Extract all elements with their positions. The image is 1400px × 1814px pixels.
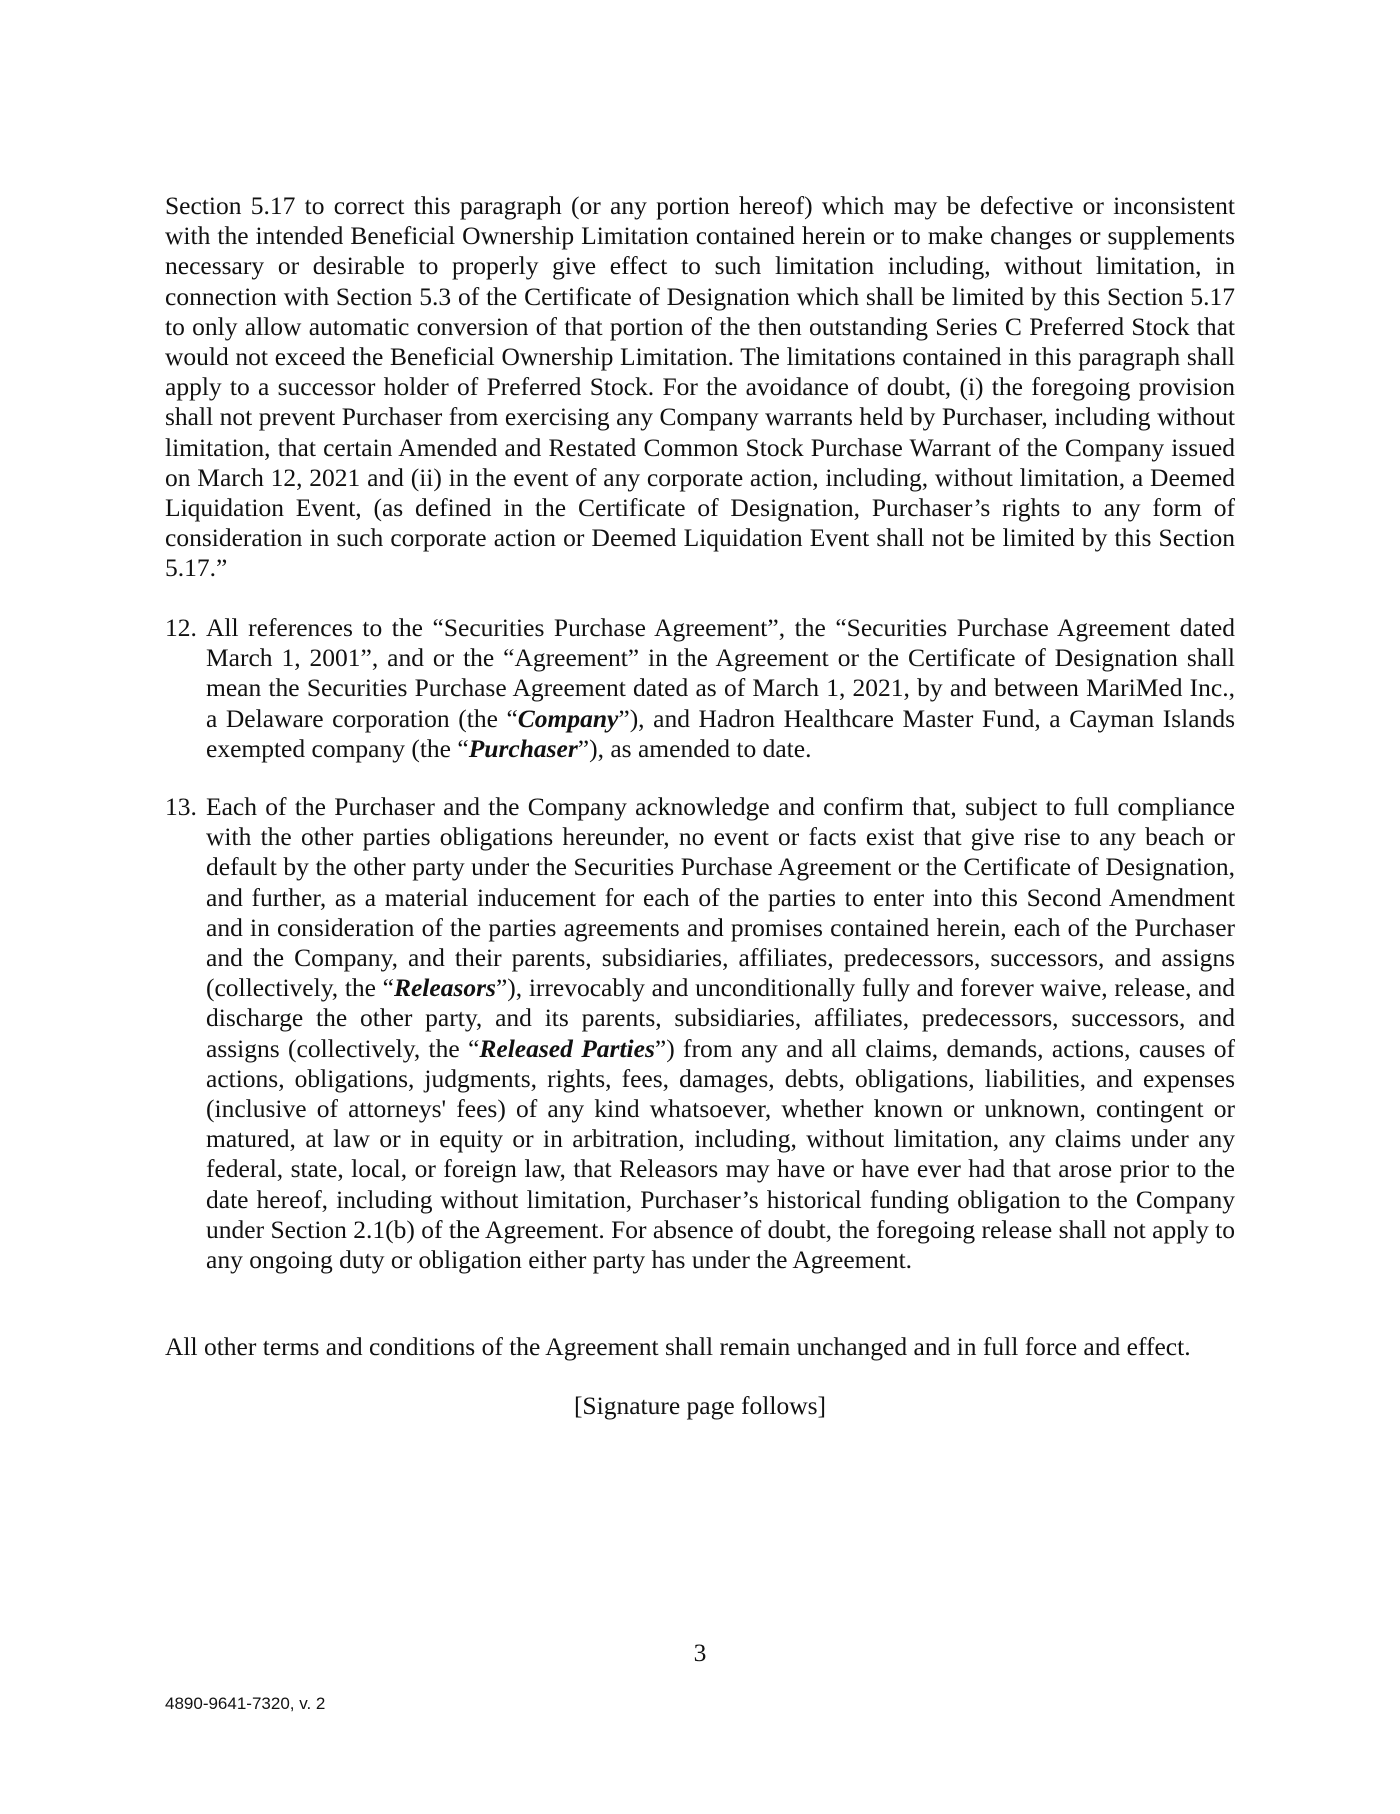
defined-term-released-parties: Released Parties — [479, 1033, 655, 1063]
text-segment: Each of the Purchaser and the Company acknowledge and confirm that, subject to full compliance with the other parties obligations hereunder, no event or facts exist that give rise to any beach or default by the other party under the Securities Purchase Agreement or the Certificate of Designation, and further, as a material inducement for each of the parties to enter into this Second Amendment and in consideration of the parties agreements and promises contained herein, each of the Purchaser and the Company, and their parents, subsidiaries, affiliates, predecessors, successors, and assigns (collectively, the “ — [206, 792, 1235, 1003]
closing-paragraph: All other terms and conditions of the Agreement shall remain unchanged and in full force and effect. — [165, 1332, 1191, 1361]
text-segment: ”), irrevocably and unconditionally fully and forever waive, release, and discharge the other party, and its parents, subsidiaries, affiliates, predecessors, successors, and assigns (collectively, the “ — [206, 973, 1235, 1063]
defined-term-company: Company — [517, 703, 619, 733]
document-id: 4890-9641-7320, v. 2 — [165, 1694, 326, 1713]
list-number: 13. — [165, 792, 197, 821]
defined-term-releasors: Releasors — [393, 973, 496, 1003]
list-item-13 — [165, 792, 1235, 1275]
text-segment: All references to the “Securities Purchase Agreement”, the “Securities Purchase Agreement dated March 1, 2001”, and or the “Agreement” in the Agreement or the Certificate of Designation shall mean the Securities Purchase Agreement dated as of March 1, 2021, by and between MariMed Inc., a Delaware corporation (the “ — [206, 613, 1235, 733]
text-segment: ”), and Hadron Healthcare Master Fund, a Cayman Islands exempted company (the “ — [206, 703, 1235, 763]
text-segment: ”), as amended to date. — [577, 733, 812, 763]
defined-term-purchaser: Purchaser — [468, 733, 578, 763]
list-item-text — [206, 613, 1235, 764]
page-number: 3 — [693, 1638, 707, 1667]
text-segment: ”) from any and all claims, demands, actions, causes of actions, obligations, judgments, rights, fees, damages, debts, obligations, liabilities, and expenses (inclusive of attorneys' fees) of any kind whatsoever, whether known or unknown, contingent or matured, at law or in equity or in arbitration, including, without limitation, any claims under any federal, state, local, or foreign law, that Releasors may have or have ever had that arose prior to the date hereof, including without limitation, Purchaser’s historical funding obligation to the Company under Section 2.1(b) of the Agreement. For absence of doubt, the foregoing release shall not apply to any ongoing duty or obligation either party has under the Agreement. — [206, 1033, 1235, 1275]
list-item-12 — [165, 613, 1235, 764]
continuation-paragraph: Section 5.17 to correct this paragraph (or any portion hereof) which may be defective or inconsistent with the intended Beneficial Ownership Limitation contained herein or to make changes or supplements necessary or desirable to properly give effect to such limitation including, without limitation, in connection with Section 5.3 of the Certificate of Designation which shall be limited by this Section 5.17 to only allow automatic conversion of that portion of the then outstanding Series C Preferred Stock that would not exceed the Beneficial Ownership Limitation. The limitations contained in this paragraph shall apply to a successor holder of Preferred Stock. For the avoidance of doubt, (i) the foregoing provision shall not prevent Purchaser from exercising any Company warrants held by Purchaser, including without limitation, that certain Amended and Restated Common Stock Purchase Warrant of the Company issued on March 12, 2021 and (ii) in the event of any corporate action, including, without limitation, a Deemed Liquidation Event, (as defined in the Certificate of Designation, Purchaser’s rights to any form of consideration in such corporate action or Deemed Liquidation Event shall not be limited by this Section 5.17.” — [165, 191, 1235, 583]
list-item-text — [206, 792, 1235, 1275]
signature-note: [Signature page follows] — [573, 1391, 827, 1420]
list-number: 12. — [165, 613, 197, 642]
